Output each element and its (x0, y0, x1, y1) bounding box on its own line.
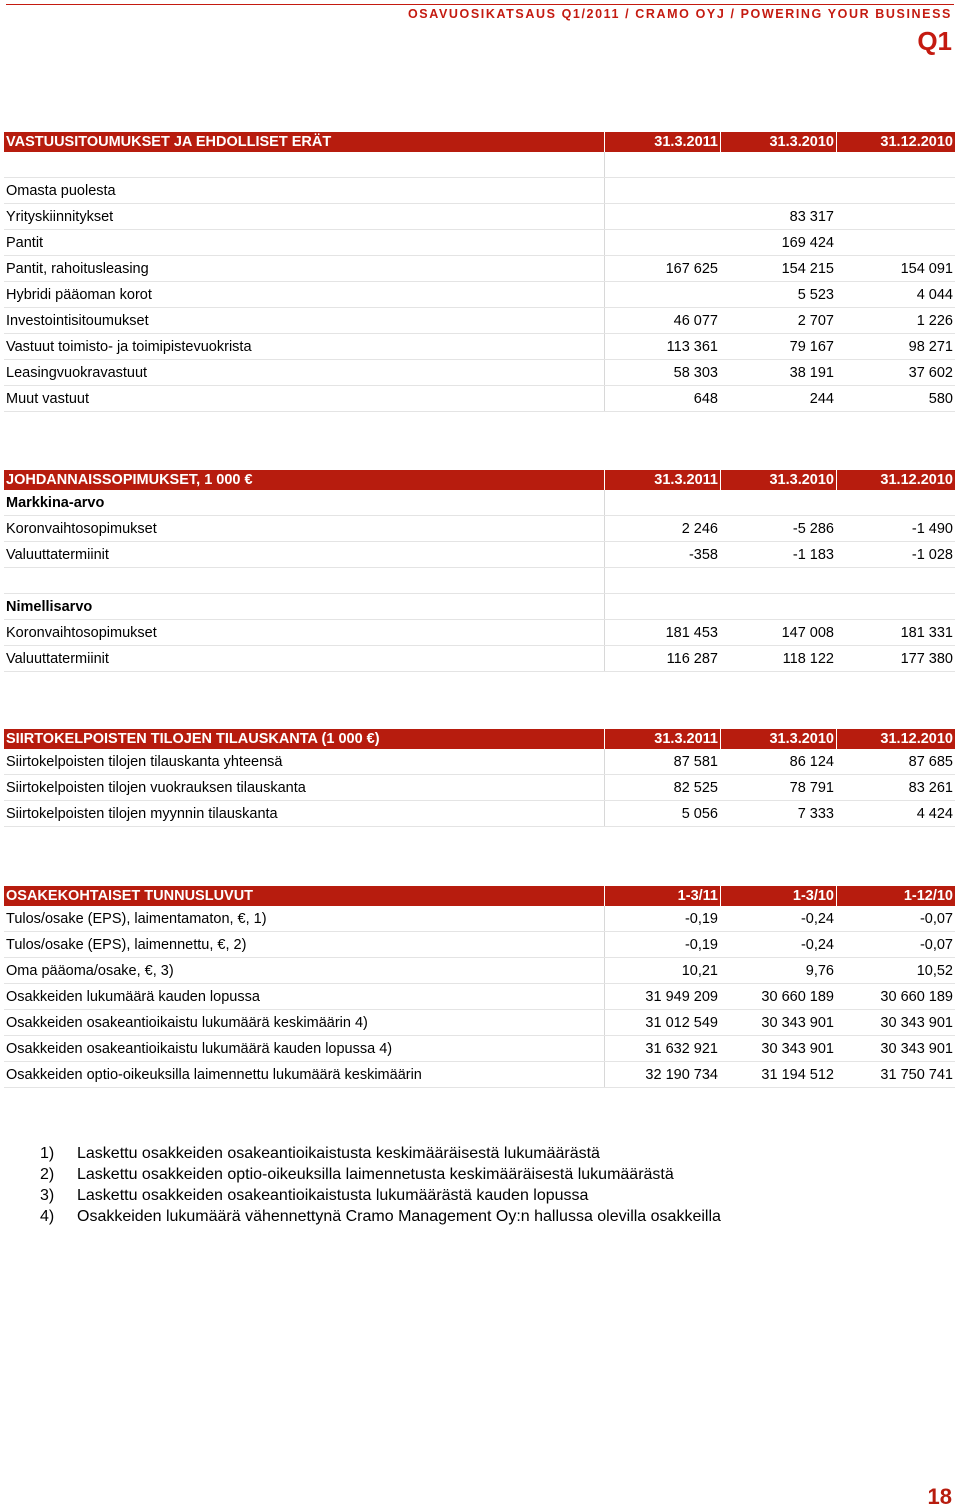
column-header: 31.12.2010 (836, 729, 955, 749)
value-cell: 118 122 (782, 651, 834, 667)
table-row (4, 360, 955, 386)
page-number: 18 (927, 1484, 952, 1509)
column-header: 1-12/10 (836, 886, 955, 906)
value-cell: 31 949 209 (604, 984, 720, 1010)
value-cell: 181 331 (900, 625, 953, 641)
footnote-number: 1) (40, 1145, 55, 1162)
value-cell: -0,19 (604, 906, 720, 932)
value-cell: 58 303 (604, 360, 720, 386)
value-cell: 147 008 (781, 625, 834, 641)
footnote-number: 2) (40, 1166, 55, 1183)
value-cell: -1 490 (911, 521, 953, 537)
footnote (40, 1206, 721, 1227)
footnote (40, 1143, 721, 1164)
column-header: 31.3.2011 (604, 729, 720, 749)
report-title: OSAVUOSIKATSAUS Q1/2011 / CRAMO OYJ / POWERING YOUR BUSINESS (407, 7, 952, 21)
table-row (4, 906, 955, 932)
table-row (4, 308, 955, 334)
value-cell: 30 343 901 (761, 1015, 834, 1031)
value-cell (604, 282, 720, 308)
column-header: 31.3.2011 (604, 470, 720, 490)
table-title: VASTUUSITOUMUKSET JA EHDOLLISET ERÄT (6, 134, 332, 150)
table-row (4, 620, 955, 646)
table-row (4, 932, 955, 958)
value-cell: 31 632 921 (604, 1036, 720, 1062)
footnote-number: 4) (40, 1208, 55, 1225)
value-cell: 648 (604, 386, 720, 412)
value-cell: 116 287 (604, 646, 720, 672)
table-row (4, 1062, 955, 1088)
table-header (4, 729, 955, 749)
value-cell: 78 791 (789, 780, 834, 796)
row-label: Omasta puolesta (6, 183, 116, 199)
row-label: Oma pääoma/osake, €, 3) (6, 963, 174, 979)
quarter-label: Q1 (917, 26, 952, 56)
table-row (4, 984, 955, 1010)
table-row (4, 516, 955, 542)
order-book-table (4, 729, 955, 827)
value-cell: 4 424 (916, 806, 953, 822)
table-row (4, 334, 955, 360)
row-label: Valuuttatermiinit (6, 651, 109, 667)
value-cell: 32 190 734 (604, 1062, 720, 1088)
row-label: Tulos/osake (EPS), laimentamaton, €, 1) (6, 911, 267, 927)
value-cell: 5 523 (797, 287, 834, 303)
table-header (4, 470, 955, 490)
column-header: 31.12.2010 (836, 470, 955, 490)
footnote-number: 3) (40, 1187, 55, 1204)
table-row (4, 958, 955, 984)
table-title: JOHDANNAISSOPIMUKSET, 1 000 € (6, 472, 253, 488)
row-label: Osakkeiden optio-oikeuksilla laimennettu lukumäärä keskimäärin (6, 1067, 422, 1083)
value-cell: 9,76 (805, 963, 834, 979)
table-row (4, 386, 955, 412)
value-cell: 10,52 (916, 963, 953, 979)
value-cell (604, 204, 720, 230)
value-cell: 580 (928, 391, 953, 407)
row-label: Pantit, rahoitusleasing (6, 261, 149, 277)
commitments-table (4, 132, 955, 412)
row-label: Siirtokelpoisten tilojen tilauskanta yhteensä (6, 754, 283, 770)
value-cell: 167 625 (604, 256, 720, 282)
table-row (4, 282, 955, 308)
table-row (4, 542, 955, 568)
subheading-row (4, 594, 955, 620)
footnote-text: Osakkeiden lukumäärä vähennettynä Cramo Management Oy:n hallussa olevilla osakkeilla (77, 1208, 721, 1225)
row-label: Investointisitoumukset (6, 313, 149, 329)
value-cell: -0,24 (800, 937, 834, 953)
value-cell: 31 750 741 (880, 1067, 953, 1083)
footnote-text: Laskettu osakkeiden optio-oikeuksilla laimennetusta keskimääräisestä lukumäärästä (77, 1166, 674, 1183)
value-cell: 1 226 (916, 313, 953, 329)
footnote (40, 1185, 721, 1206)
value-cell: -0,07 (919, 937, 953, 953)
value-cell: -0,19 (604, 932, 720, 958)
value-cell: 244 (809, 391, 834, 407)
value-cell: 30 343 901 (880, 1015, 953, 1031)
footnotes (40, 1143, 721, 1227)
value-cell: -0,07 (919, 911, 953, 927)
row-label: Siirtokelpoisten tilojen myynnin tilauskanta (6, 806, 278, 822)
value-cell: 86 124 (789, 754, 834, 770)
column-header: 31.3.2010 (720, 470, 836, 490)
value-cell: 82 525 (604, 775, 720, 801)
value-cell: 30 660 189 (761, 989, 834, 1005)
subheading-row (4, 490, 955, 516)
column-header: 1-3/11 (604, 886, 720, 906)
value-cell: 169 424 (781, 235, 834, 251)
row-label: Koronvaihtosopimukset (6, 521, 157, 537)
value-cell: 79 167 (789, 339, 834, 355)
value-cell: 38 191 (789, 365, 834, 381)
table-row (4, 1036, 955, 1062)
footnote (40, 1164, 721, 1185)
table-row (4, 204, 955, 230)
column-header: 1-3/10 (720, 886, 836, 906)
row-label: Koronvaihtosopimukset (6, 625, 157, 641)
value-cell (836, 204, 955, 230)
value-cell: -0,24 (800, 911, 834, 927)
value-cell: 31 012 549 (604, 1010, 720, 1036)
footnote-text: Laskettu osakkeiden osakeantioikaistusta keskimääräisestä lukumäärästä (77, 1145, 600, 1162)
table-row (4, 801, 955, 827)
value-cell: 177 380 (900, 651, 953, 667)
value-cell: 30 343 901 (761, 1041, 834, 1057)
value-cell: 31 194 512 (761, 1067, 834, 1083)
row-label: Leasingvuokravastuut (6, 365, 148, 381)
value-cell (604, 230, 720, 256)
value-cell: 37 602 (908, 365, 953, 381)
value-cell: 87 685 (908, 754, 953, 770)
value-cell: 30 343 901 (880, 1041, 953, 1057)
market-value-heading: Markkina-arvo (6, 495, 105, 511)
row-label: Pantit (6, 235, 44, 251)
value-cell: -1 028 (911, 547, 953, 563)
value-cell: -1 183 (792, 547, 834, 563)
column-header: 31.3.2010 (720, 729, 836, 749)
value-cell: 46 077 (604, 308, 720, 334)
value-cell: 83 261 (908, 780, 953, 796)
row-label: Vastuut toimisto- ja toimipistevuokrista (6, 339, 252, 355)
top-rule (6, 4, 954, 5)
value-cell: 83 317 (789, 209, 834, 225)
column-header: 31.3.2010 (720, 132, 836, 152)
value-cell: 181 453 (604, 620, 720, 646)
share-data-table (4, 886, 955, 1088)
row-label: Osakkeiden lukumäärä kauden lopussa (6, 989, 260, 1005)
value-cell: 87 581 (604, 749, 720, 775)
value-cell: -5 286 (792, 521, 834, 537)
table-row (4, 152, 955, 178)
table-title: SIIRTOKELPOISTEN TILOJEN TILAUSKANTA (1 000 €) (6, 731, 380, 747)
value-cell: 5 056 (604, 801, 720, 827)
value-cell: 2 707 (797, 313, 834, 329)
table-row (4, 568, 955, 594)
table-row (4, 178, 955, 204)
footnote-text: Laskettu osakkeiden osakeantioikaistusta lukumäärästä kauden lopussa (77, 1187, 589, 1204)
table-row (4, 1010, 955, 1036)
column-header: 31.12.2010 (836, 132, 955, 152)
value-cell: 7 333 (797, 806, 834, 822)
value-cell: -358 (604, 542, 720, 568)
derivatives-table (4, 470, 955, 672)
row-label: Muut vastuut (6, 391, 90, 407)
value-cell: 2 246 (604, 516, 720, 542)
row-label: Hybridi pääoman korot (6, 287, 152, 303)
nominal-value-heading: Nimellisarvo (6, 599, 93, 615)
value-cell: 30 660 189 (880, 989, 953, 1005)
table-row (4, 256, 955, 282)
table-row (4, 230, 955, 256)
row-label: Osakkeiden osakeantioikaistu lukumäärä keskimäärin 4) (6, 1015, 368, 1031)
value-cell: 10,21 (604, 958, 720, 984)
row-label: Osakkeiden osakeantioikaistu lukumäärä kauden lopussa 4) (6, 1041, 393, 1057)
row-label: Tulos/osake (EPS), laimennettu, €, 2) (6, 937, 247, 953)
row-label: Siirtokelpoisten tilojen vuokrauksen tilauskanta (6, 780, 306, 796)
table-header (4, 886, 955, 906)
value-cell: 113 361 (604, 334, 720, 360)
value-cell: 98 271 (908, 339, 953, 355)
value-cell (836, 230, 955, 256)
table-title: OSAKEKOHTAISET TUNNUSLUVUT (6, 888, 254, 904)
value-cell: 4 044 (916, 287, 953, 303)
row-label: Valuuttatermiinit (6, 547, 109, 563)
row-label: Yrityskiinnitykset (6, 209, 114, 225)
value-cell: 154 215 (781, 261, 834, 277)
table-header (4, 132, 955, 152)
table-row (4, 775, 955, 801)
value-cell: 154 091 (900, 261, 953, 277)
table-row (4, 749, 955, 775)
table-row (4, 646, 955, 672)
column-header: 31.3.2011 (604, 132, 720, 152)
